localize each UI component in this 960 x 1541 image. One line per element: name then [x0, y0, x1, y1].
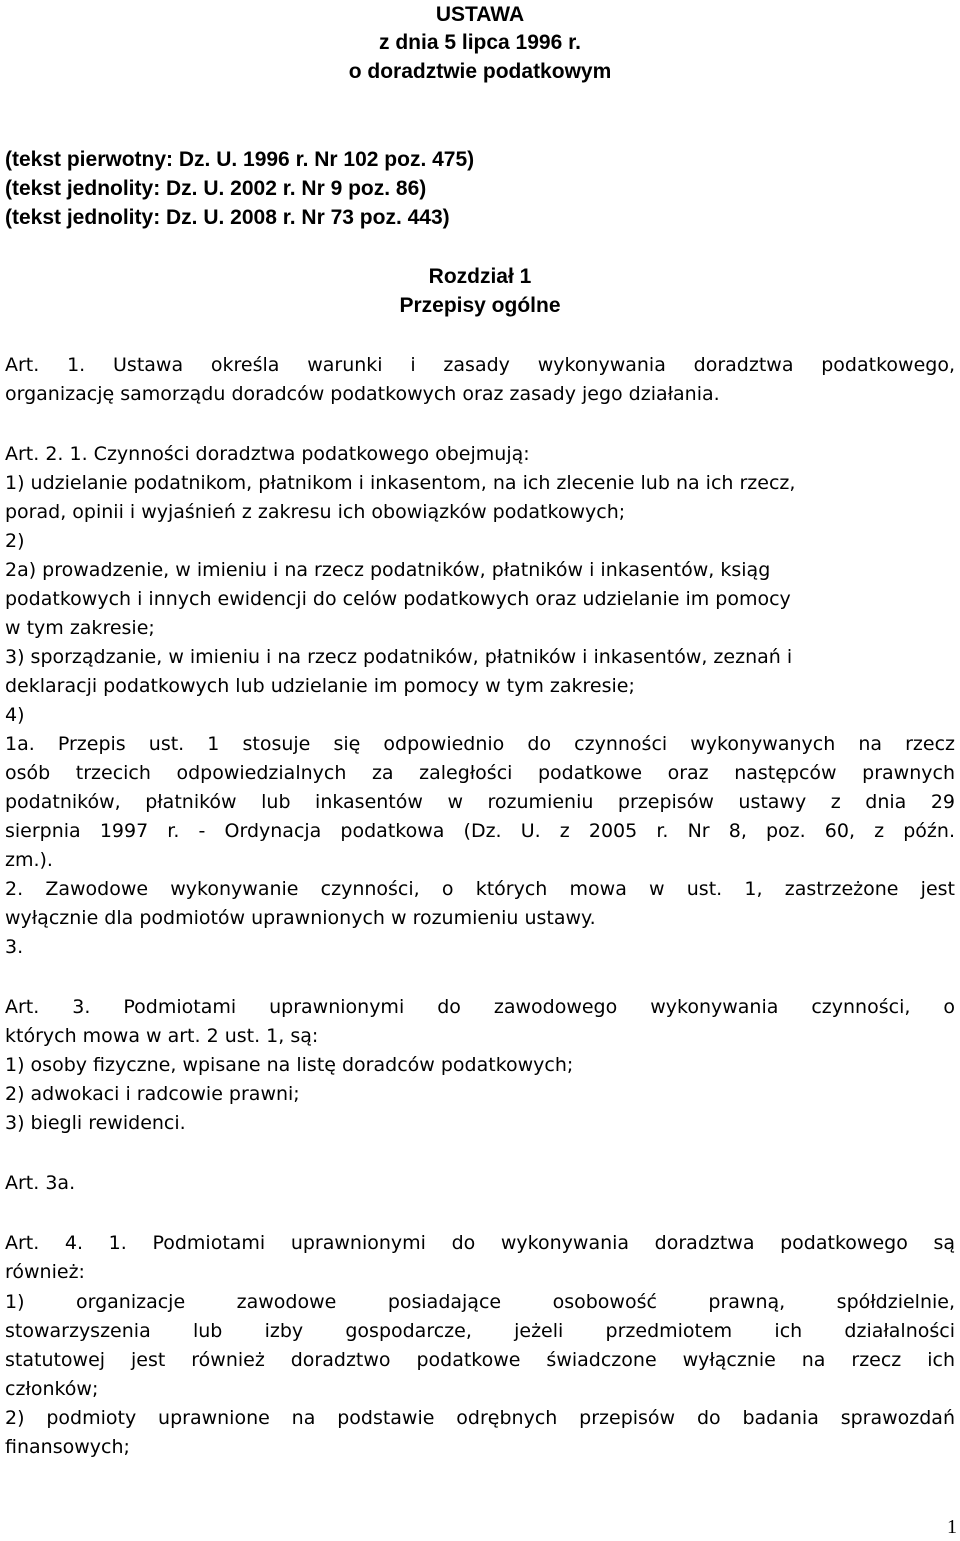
text-line: deklaracji podatkowych lub udzielanie im pomocy w tym zakresie; — [5, 675, 635, 697]
text-line: wyłącznie dla podmiotów uprawnionych w rozumieniu ustawy. — [5, 907, 596, 929]
text-line: 1) osoby fizyczne, wpisane na listę doradców podatkowych; — [5, 1054, 574, 1076]
text-line: Art. 2. 1. Czynności doradztwa podatkowego obejmują: — [5, 443, 530, 465]
chapter-label: Rozdział 1 — [428, 265, 532, 288]
text-line: również: — [5, 1261, 85, 1283]
page-number: 1 — [947, 1516, 957, 1538]
text-line: Art. 1. Ustawa określa warunki i zasady wykonywania doradztwa podatkowego, — [5, 354, 955, 376]
act-subject: o doradztwie podatkowym — [348, 60, 612, 83]
text-line: 3) sporządzanie, w imieniu i na rzecz podatników, płatników i inkasentów, zeznań i — [5, 646, 793, 668]
text-line: Art. 4. 1. Podmiotami uprawnionymi do wykonywania doradztwa podatkowego są — [5, 1232, 955, 1254]
source-consolidated-2002: (tekst jednolity: Dz. U. 2002 r. Nr 9 poz. 86) — [5, 177, 427, 200]
text-line: 2. Zawodowe wykonywanie czynności, o których mowa w ust. 1, zastrzeżone jest — [5, 878, 955, 900]
text-line: 2) adwokaci i radcowie prawni; — [5, 1083, 300, 1105]
text-line: sierpnia 1997 r. - Ordynacja podatkowa (Dz. U. z 2005 r. Nr 8, poz. 60, z późn. — [5, 820, 955, 842]
text-line: statutowej jest również doradztwo podatkowe świadczone wyłącznie na rzecz ich — [5, 1349, 955, 1371]
source-original: (tekst pierwotny: Dz. U. 1996 r. Nr 102 poz. 475) — [5, 148, 475, 171]
text-line: członków; — [5, 1378, 99, 1400]
text-line: finansowych; — [5, 1436, 130, 1458]
text-line: 3. — [5, 936, 24, 958]
text-line: 3) biegli rewidenci. — [5, 1112, 186, 1134]
text-line: 2) podmioty uprawnione na podstawie odrębnych przepisów do badania sprawozdań — [5, 1407, 955, 1429]
text-line: osób trzecich odpowiedzialnych za zaległości podatkowe oraz następców prawnych — [5, 762, 955, 784]
text-line: zm.). — [5, 849, 53, 871]
text-line: podatkowych i innych ewidencji do celów podatkowych oraz udzielanie im pomocy — [5, 588, 791, 610]
source-consolidated-2008: (tekst jednolity: Dz. U. 2008 r. Nr 73 poz. 443) — [5, 206, 450, 229]
text-line: 1a. Przepis ust. 1 stosuje się odpowiednio do czynności wykonywanych na rzecz — [5, 733, 955, 755]
chapter-title: Przepisy ogólne — [399, 294, 561, 317]
text-line: Art. 3a. — [5, 1172, 76, 1194]
text-line: 2a) prowadzenie, w imieniu i na rzecz podatników, płatników i inkasentów, ksiąg — [5, 559, 771, 581]
text-line: 1) udzielanie podatnikom, płatnikom i inkasentom, na ich zlecenie lub na ich rzecz, — [5, 472, 796, 494]
text-line: 1) organizacje zawodowe posiadające osobowość prawną, spółdzielnie, — [5, 1291, 955, 1313]
text-line: organizację samorządu doradców podatkowych oraz zasady jego działania. — [5, 383, 720, 405]
act-title: USTAWA — [435, 3, 525, 26]
text-line: 4) — [5, 704, 25, 726]
text-line: Art. 3. Podmiotami uprawnionymi do zawodowego wykonywania czynności, o — [5, 996, 955, 1018]
text-line: w tym zakresie; — [5, 617, 155, 639]
text-line: stowarzyszenia lub izby gospodarcze, jeżeli przedmiotem ich działalności — [5, 1320, 955, 1342]
text-line: porad, opinii i wyjaśnień z zakresu ich obowiązków podatkowych; — [5, 501, 626, 523]
text-line: podatników, płatników lub inkasentów w rozumieniu przepisów ustawy z dnia 29 — [5, 791, 955, 813]
text-line: 2) — [5, 530, 25, 552]
act-date: z dnia 5 lipca 1996 r. — [379, 31, 581, 54]
text-line: których mowa w art. 2 ust. 1, są: — [5, 1025, 319, 1047]
